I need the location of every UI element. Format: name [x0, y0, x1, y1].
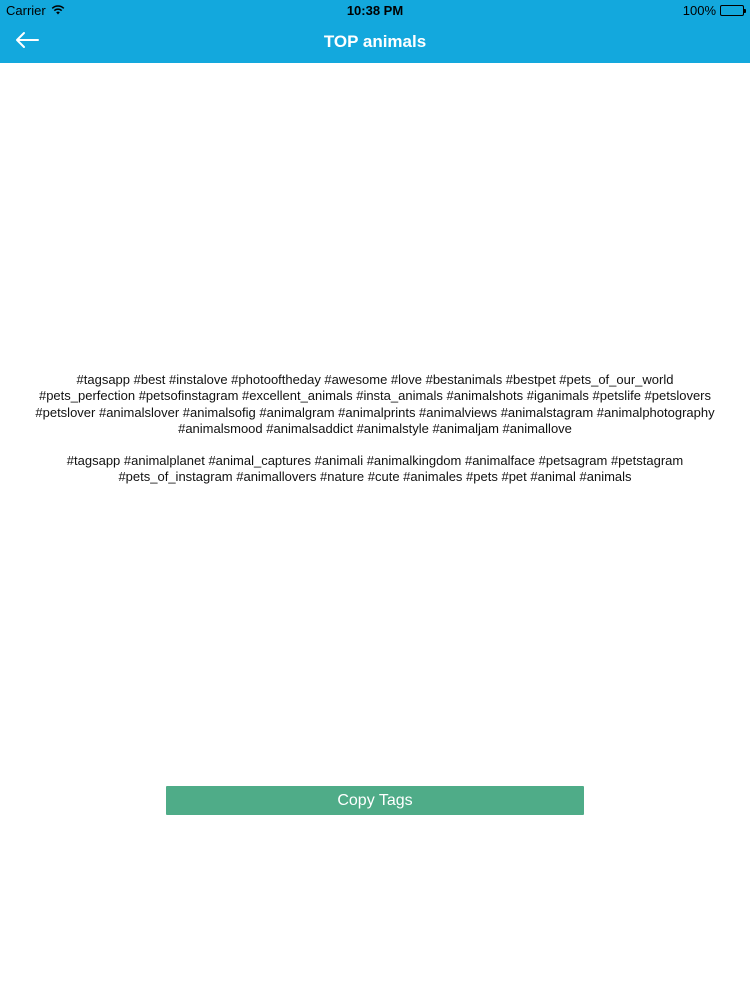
carrier-label: Carrier: [6, 3, 46, 18]
clock: 10:38 PM: [346, 3, 404, 18]
battery-percentage: 100%: [682, 3, 716, 18]
page-title: TOP animals: [323, 32, 427, 51]
tags-text: [30, 372, 720, 502]
status-bar: [0, 0, 750, 22]
copy-tags-button[interactable]: Copy Tags: [166, 786, 584, 815]
battery-icon: [720, 5, 744, 16]
battery-status: [683, 3, 744, 18]
navigation-bar: [0, 22, 750, 63]
tags-paragraph-1: #tagsapp #best #instalove #photooftheday #awesome #love #bestanimals #bestpet #pets_of_our_world #pets_perfection #petsofinstagram #excellent_animals #insta_animals #animalshots #iganimals #petslife #petslovers #petslover #animalslover #animalsofig #animalgram #animalprints #animalviews #animalstagram #animalphotography #animalsmood #animalsaddict #animalstyle #animaljam #animallove: [35, 372, 715, 436]
tags-paragraph-2: #tagsapp #animalplanet #animal_captures #animali #animalkingdom #animalface #petsagram #petstagram #pets_of_instagram #animallovers #nature #cute #animales #pets #pet #animal #animals: [66, 453, 684, 485]
